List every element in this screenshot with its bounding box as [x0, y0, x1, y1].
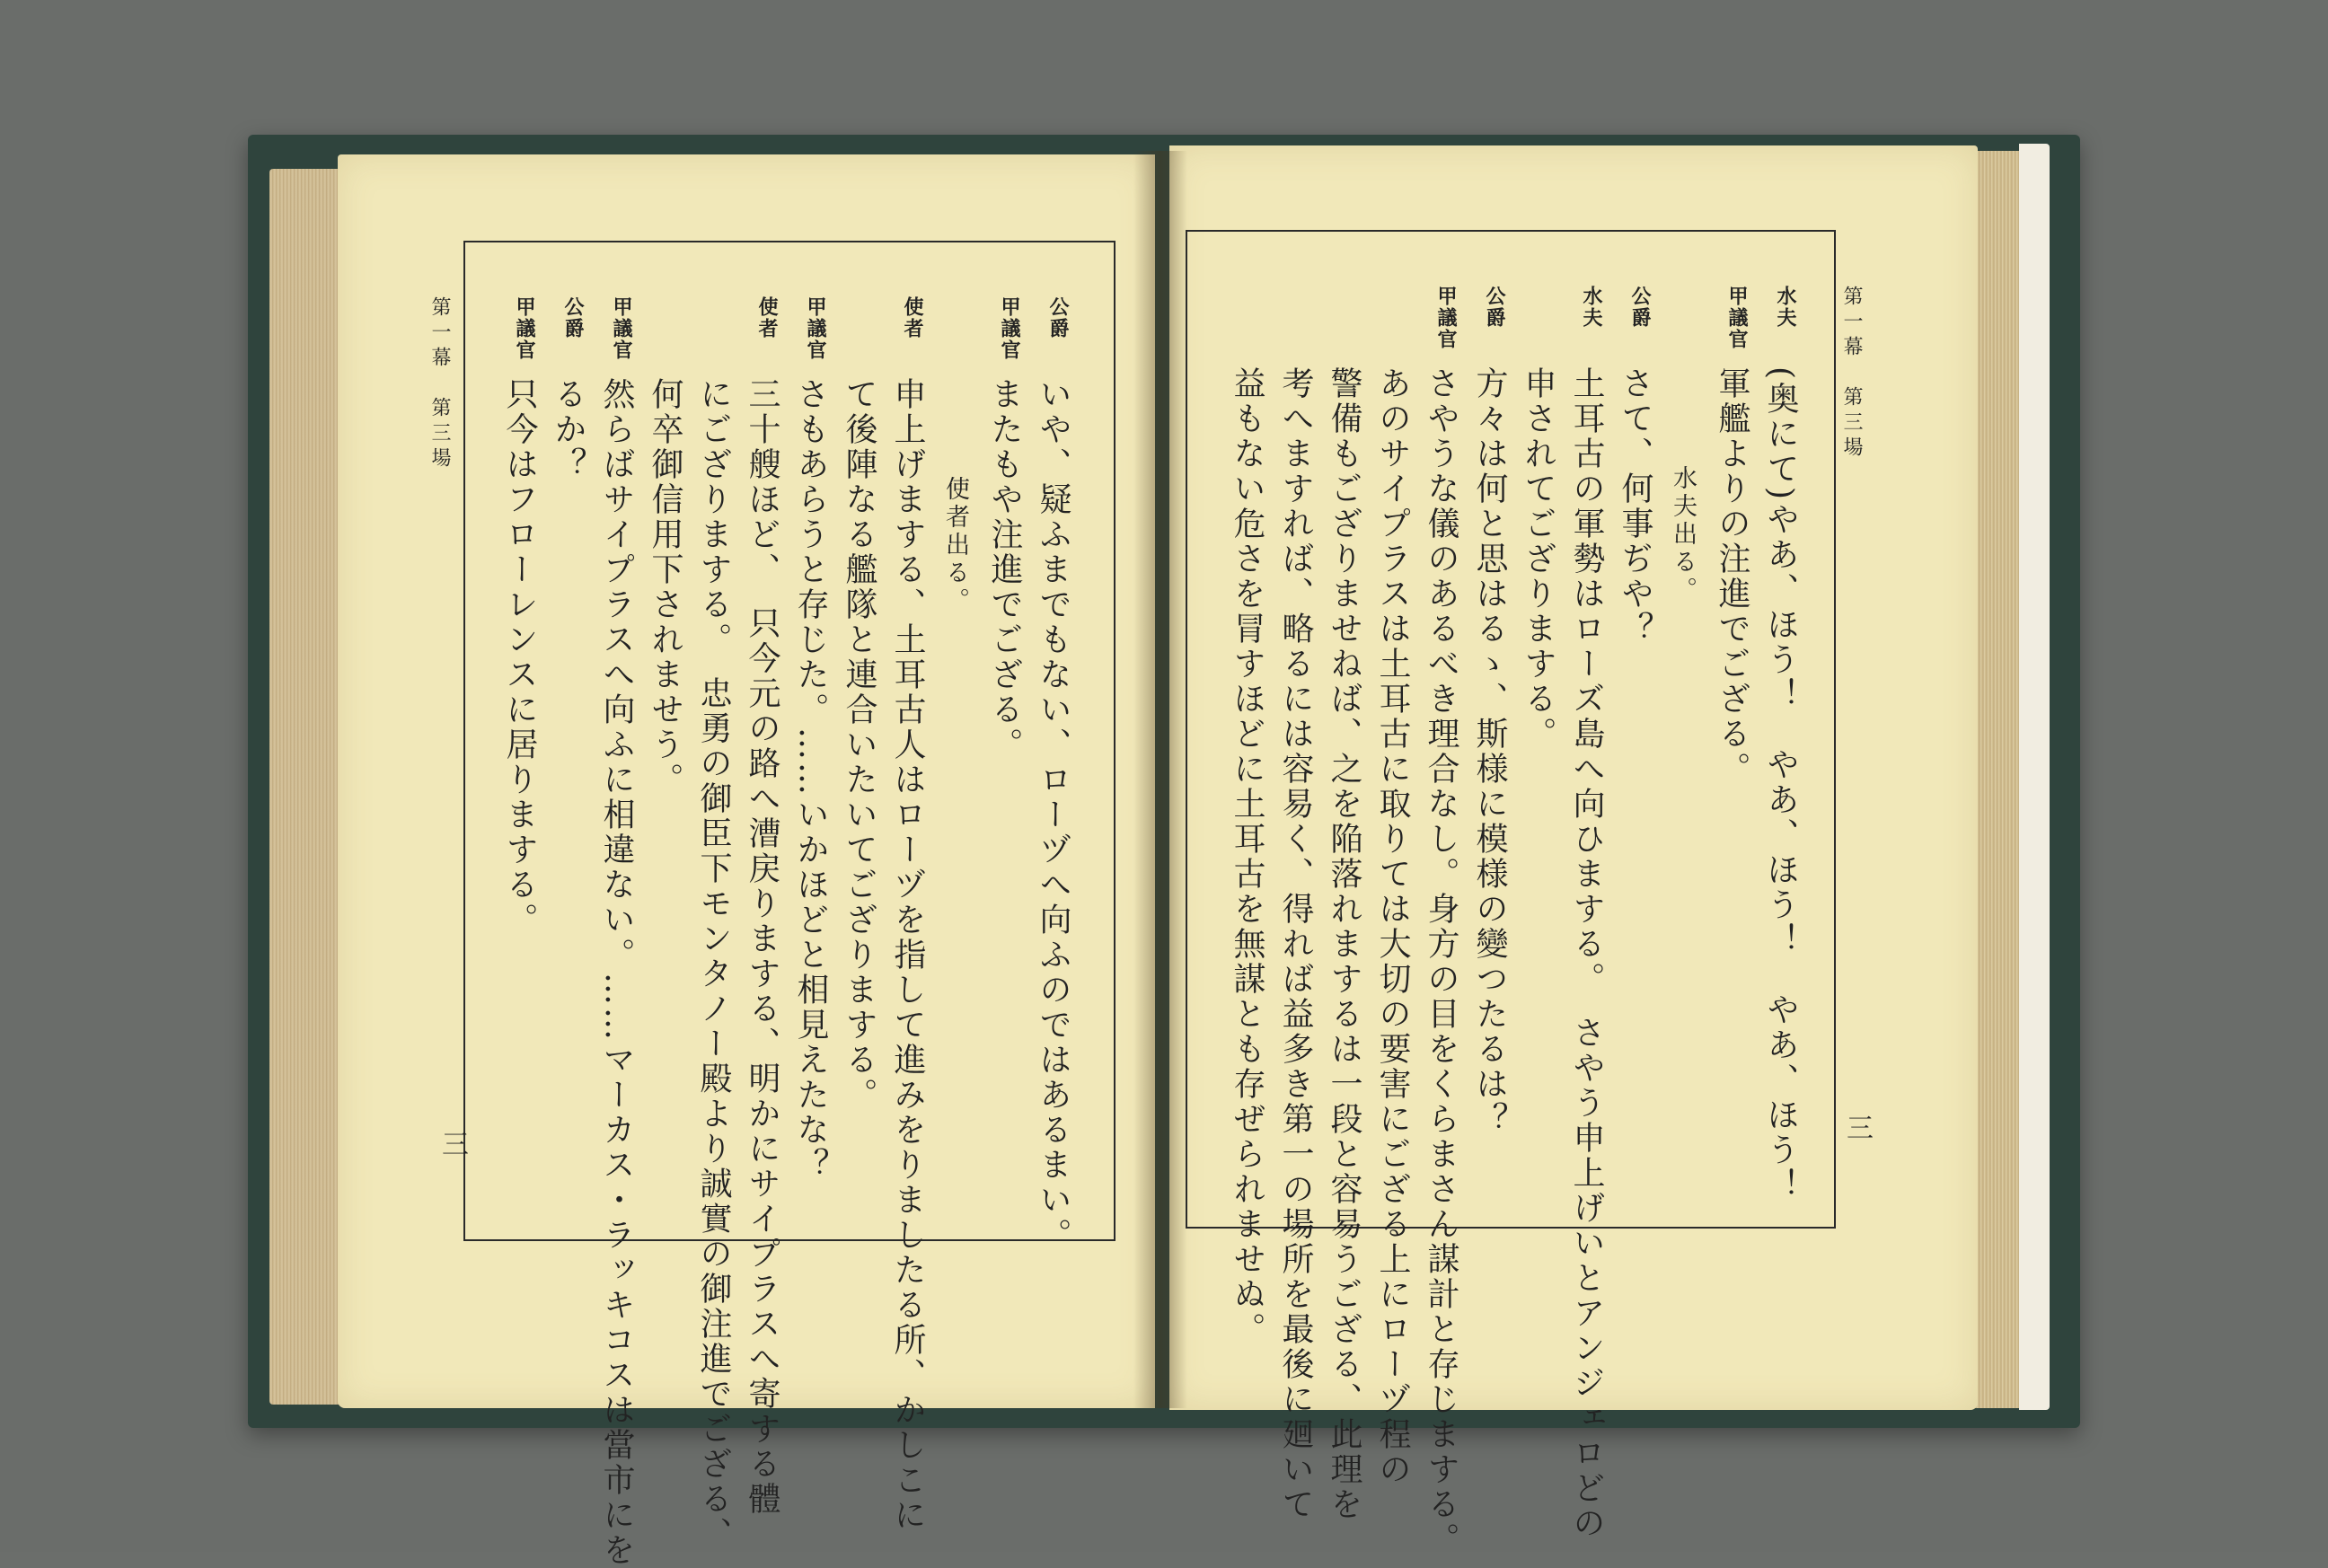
running-head-right: 第一幕 第三場	[1840, 286, 1863, 462]
speaker-label: 使者	[901, 296, 923, 339]
speaker-label: 甲議官	[1434, 286, 1457, 350]
dialogue-line: て後陣なる艦隊と連合いたいてござりまする。	[841, 377, 877, 1113]
running-head-left: 第一幕 第三場	[428, 296, 451, 472]
page-number-right: 三	[1841, 1114, 1873, 1141]
speaker-label: 甲議官	[1725, 286, 1748, 350]
stage-direction: 水夫出る。	[1669, 465, 1697, 604]
dialogue-line: さやうな儀のあるべき理合なし。身方の目をくらまさん謀計と存じまする。	[1423, 366, 1459, 1557]
book-gutter	[1133, 151, 1187, 1408]
speaker-label: 公爵	[561, 296, 584, 339]
dialogue-line: 申されてござりまする。	[1520, 366, 1556, 752]
endpaper-edge	[2019, 144, 2050, 1410]
dialogue-line: 方々は何と思はるゝ、斯様に模様の變つたるは？	[1471, 366, 1508, 1137]
dialogue-line: (奥にて)やあ、ほう！ やあ、ほう！ やあ、ほう！	[1762, 366, 1799, 1203]
speaker-label: 甲議官	[513, 296, 535, 361]
dialogue-line: 軍艦よりの注進でござる。	[1714, 366, 1750, 787]
dialogue-line: あのサイプラスは土耳古に取りては大切の要害にござる上にローヅ程の	[1374, 366, 1411, 1487]
speaker-label: 公爵	[1046, 296, 1069, 339]
dialogue-line: 何卒御信用下されませう。	[647, 377, 683, 797]
speaker-label: 甲議官	[998, 296, 1020, 361]
dialogue-line: 警備もござりませねば、之を陥落れまするは一段と容易うござる、此理を	[1326, 366, 1362, 1522]
dialogue-line: いや、疑ふまでもない、ローヅへ向ふのではあるまい。	[1035, 377, 1071, 1253]
dialogue-line: 只今はフローレンスに居りまする。	[501, 377, 538, 938]
page-edges-left	[269, 169, 343, 1405]
dialogue-line: るか？	[550, 377, 586, 482]
speaker-label: 水夫	[1580, 286, 1602, 329]
dialogue-line: 申上げまする、土耳古人はローヅを指して進みをりましたる所、かしこに	[889, 377, 926, 1533]
page-number-left: 三	[436, 1130, 468, 1157]
dialogue-line: 土耳古の軍勢はローズ島へ向ひまする。 さやう申上げいとアンジェロどの	[1568, 366, 1605, 1541]
dialogue-line: さて、何事ぢや？	[1617, 366, 1653, 647]
dialogue-line: にござりまする。 忠勇の御臣下モンタノー殿より誠實の御注進でござる、	[695, 377, 732, 1552]
speaker-label: 使者	[755, 296, 778, 339]
speaker-label: 甲議官	[804, 296, 826, 361]
dialogue-line: 然らばサイプラスへ向ふに相違ない。……マーカス・ラッキコスは當市にを	[598, 377, 635, 1568]
stage-direction: 使者出る。	[941, 476, 969, 615]
dialogue-line: 考へますれば、略るには容易く、得れば益多き第一の場所を最後に廻いて	[1277, 366, 1314, 1522]
dialogue-line: 益もない危さを冐すほどに土耳古を無謀とも存ぜられませぬ。	[1229, 366, 1265, 1347]
speaker-label: 公爵	[1628, 286, 1651, 329]
dialogue-line: 三十艘ほど、 只今元の路へ漕戻りまする、明かにサイプラスへ寄する體	[744, 377, 780, 1517]
speaker-label: 水夫	[1774, 286, 1796, 329]
dialogue-line: またもや注進でござる。	[986, 377, 1023, 762]
speaker-label: 甲議官	[610, 296, 632, 361]
dialogue-line: さもあらうと存じた。……いかほどと相見えたな？	[792, 377, 829, 1183]
speaker-label: 公爵	[1483, 286, 1505, 329]
